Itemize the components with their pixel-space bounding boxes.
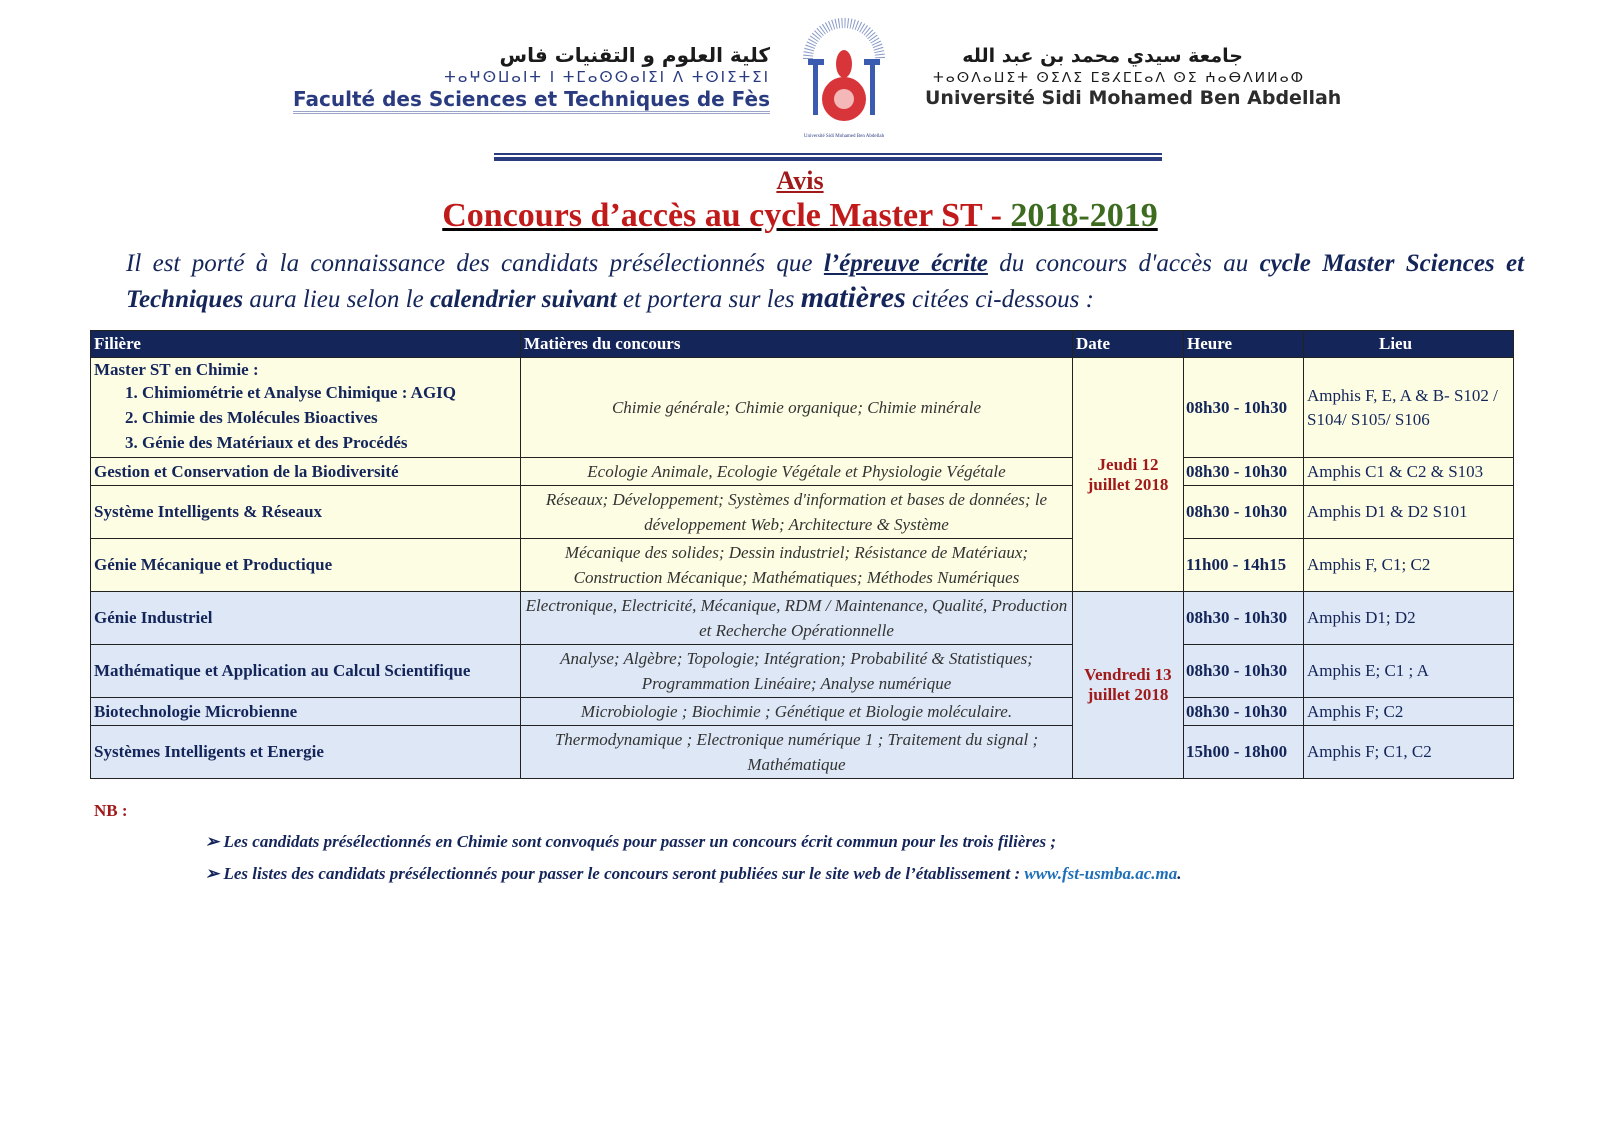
matieres-cell: Microbiologie ; Biochimie ; Génétique et Biologie moléculaire.: [521, 698, 1073, 726]
title-year: 2018-2019: [1010, 197, 1158, 234]
header-divider-thick: [494, 157, 1162, 161]
filiere-cell: Génie Mécanique et Productique: [91, 539, 521, 592]
filiere-cell: Génie Industriel: [91, 592, 521, 645]
faculty-french-name: Faculté des Sciences et Techniques de Fès: [293, 88, 770, 114]
faculty-tifinagh-name: ⵜⴰⵖⵙⵡⴰⵏⵜ ⵏ ⵜⵎⴰⵙⵙⴰⵏⵉⵏ ⴷ ⵜⵙⵏⵉⵜⵉⵏ: [444, 68, 770, 86]
table-row: [91, 539, 1514, 592]
header-filiere: Filière: [91, 331, 521, 358]
table-row: [91, 726, 1514, 779]
nb-item: ➢ Les candidats présélectionnés en Chimie sont convoqués pour passer un concours écrit commun pour les trois filières ;: [205, 832, 1057, 851]
nb-item: ➢ Les listes des candidats présélectionnés pour passer le concours seront publiées sur le site web de l’établissement : www.fst-usmba.ac.ma.: [205, 864, 1182, 883]
filiere-cell: Biotechnologie Microbienne: [91, 698, 521, 726]
notice-label-row: [0, 166, 1600, 196]
table-header-row: [91, 331, 1514, 358]
title-main: Concours d’accès au cycle Master ST -: [442, 197, 1011, 234]
arrow-bullet-icon: ➢: [205, 832, 224, 851]
matieres-cell: Chimie générale; Chimie organique; Chimie minérale: [521, 358, 1073, 458]
heure-cell: 08h30 - 10h30: [1184, 592, 1304, 645]
faculty-arabic-name: كلية العلوم و التقنيات فاس: [499, 43, 770, 67]
heure-cell: 08h30 - 10h30: [1184, 486, 1304, 539]
filiere-cell: Gestion et Conservation de la Biodiversité: [91, 458, 521, 486]
faculty-header: [293, 43, 770, 114]
heure-cell: 15h00 - 18h00: [1184, 726, 1304, 779]
lieu-cell: Amphis C1 & C2 & S103: [1304, 458, 1514, 486]
website-link[interactable]: www.fst-usmba.ac.ma: [1024, 864, 1178, 883]
date-cell: Jeudi 12 juillet 2018: [1073, 358, 1184, 592]
page-title: [0, 196, 1600, 236]
university-logo: [800, 14, 888, 144]
filiere-cell: Master ST en Chimie : 1. Chimiométrie et Analyse Chimique : AGIQ 2. Chimie des Molécules Bioactives 3. Génie des Matériaux et des Procédés: [91, 358, 521, 458]
logo-caption: Université Sidi Mohamed Ben Abdellah: [803, 134, 885, 139]
header-matieres: Matières du concours: [521, 331, 1073, 358]
header-lieu: Lieu: [1304, 331, 1514, 358]
matieres-cell: Electronique, Electricité, Mécanique, RDM / Maintenance, Qualité, Production et Recherche Opérationnelle: [521, 592, 1073, 645]
university-header: [925, 45, 1342, 110]
intro-paragraph: Il est porté à la connaissance des candidats présélectionnés que l’épreuve écrite du concours d'accès au cycle Master Sciences et Techniques aura lieu selon le calendrier suivant et portera sur les matières citées ci-dessous :: [126, 250, 1525, 314]
table-row: [91, 645, 1514, 698]
university-french-name: Université Sidi Mohamed Ben Abdellah: [925, 86, 1342, 109]
table-row: [91, 358, 1514, 458]
exam-schedule-table: [90, 330, 1514, 779]
lieu-cell: Amphis E; C1 ; A: [1304, 645, 1514, 698]
filiere-cell: Mathématique et Application au Calcul Scientifique: [91, 645, 521, 698]
university-arabic-name: جامعة سيدي محمد بن عبد الله: [962, 45, 1243, 67]
heure-cell: 11h00 - 14h15: [1184, 539, 1304, 592]
heure-cell: 08h30 - 10h30: [1184, 698, 1304, 726]
notice-label: Avis: [776, 166, 824, 195]
matieres-cell: Réseaux; Développement; Systèmes d'information et bases de données; le développement Web; Architecture & Système: [521, 486, 1073, 539]
lieu-cell: Amphis F, E, A & B- S102 / S104/ S105/ S106: [1304, 358, 1514, 458]
nb-label: NB :: [94, 801, 128, 820]
filiere-cell: Système Intelligents & Réseaux: [91, 486, 521, 539]
heure-cell: 08h30 - 10h30: [1184, 458, 1304, 486]
lieu-cell: Amphis F; C1, C2: [1304, 726, 1514, 779]
matieres-cell: Analyse; Algèbre; Topologie; Intégration; Probabilité & Statistiques; Programmation Linéaire; Analyse numérique: [521, 645, 1073, 698]
header-date: Date: [1073, 331, 1184, 358]
lieu-cell: Amphis F, C1; C2: [1304, 539, 1514, 592]
header-heure: Heure: [1184, 331, 1304, 358]
lieu-cell: Amphis D1 & D2 S101: [1304, 486, 1514, 539]
document-body: [0, 166, 1600, 885]
table-row: [91, 592, 1514, 645]
lieu-cell: Amphis D1; D2: [1304, 592, 1514, 645]
filiere-cell: Systèmes Intelligents et Energie: [91, 726, 521, 779]
header-divider: [494, 153, 1162, 155]
matieres-cell: Thermodynamique ; Electronique numérique 1 ; Traitement du signal ; Mathématique: [521, 726, 1073, 779]
arrow-bullet-icon: ➢: [205, 864, 224, 883]
university-tifinagh-name: ⵜⴰⵙⴷⴰⵡⵉⵜ ⵙⵉⴷⵉ ⵎⵓⵃⵎⵎⴰⴷ ⵙⵉ ⵄⴰⴱⴷⵍⵍⴰⵀ: [933, 69, 1306, 86]
table-row: [91, 486, 1514, 539]
table-row: [91, 458, 1514, 486]
matieres-cell: Ecologie Animale, Ecologie Végétale et Physiologie Végétale: [521, 458, 1073, 486]
date-cell: Vendredi 13 juillet 2018: [1073, 592, 1184, 779]
table-row: [91, 698, 1514, 726]
lieu-cell: Amphis F; C2: [1304, 698, 1514, 726]
heure-cell: 08h30 - 10h30: [1184, 645, 1304, 698]
heure-cell: 08h30 - 10h30: [1184, 358, 1304, 458]
matieres-cell: Mécanique des solides; Dessin industriel; Résistance de Matériaux; Construction Mécanique; Mathématiques; Méthodes Numériques: [521, 539, 1073, 592]
